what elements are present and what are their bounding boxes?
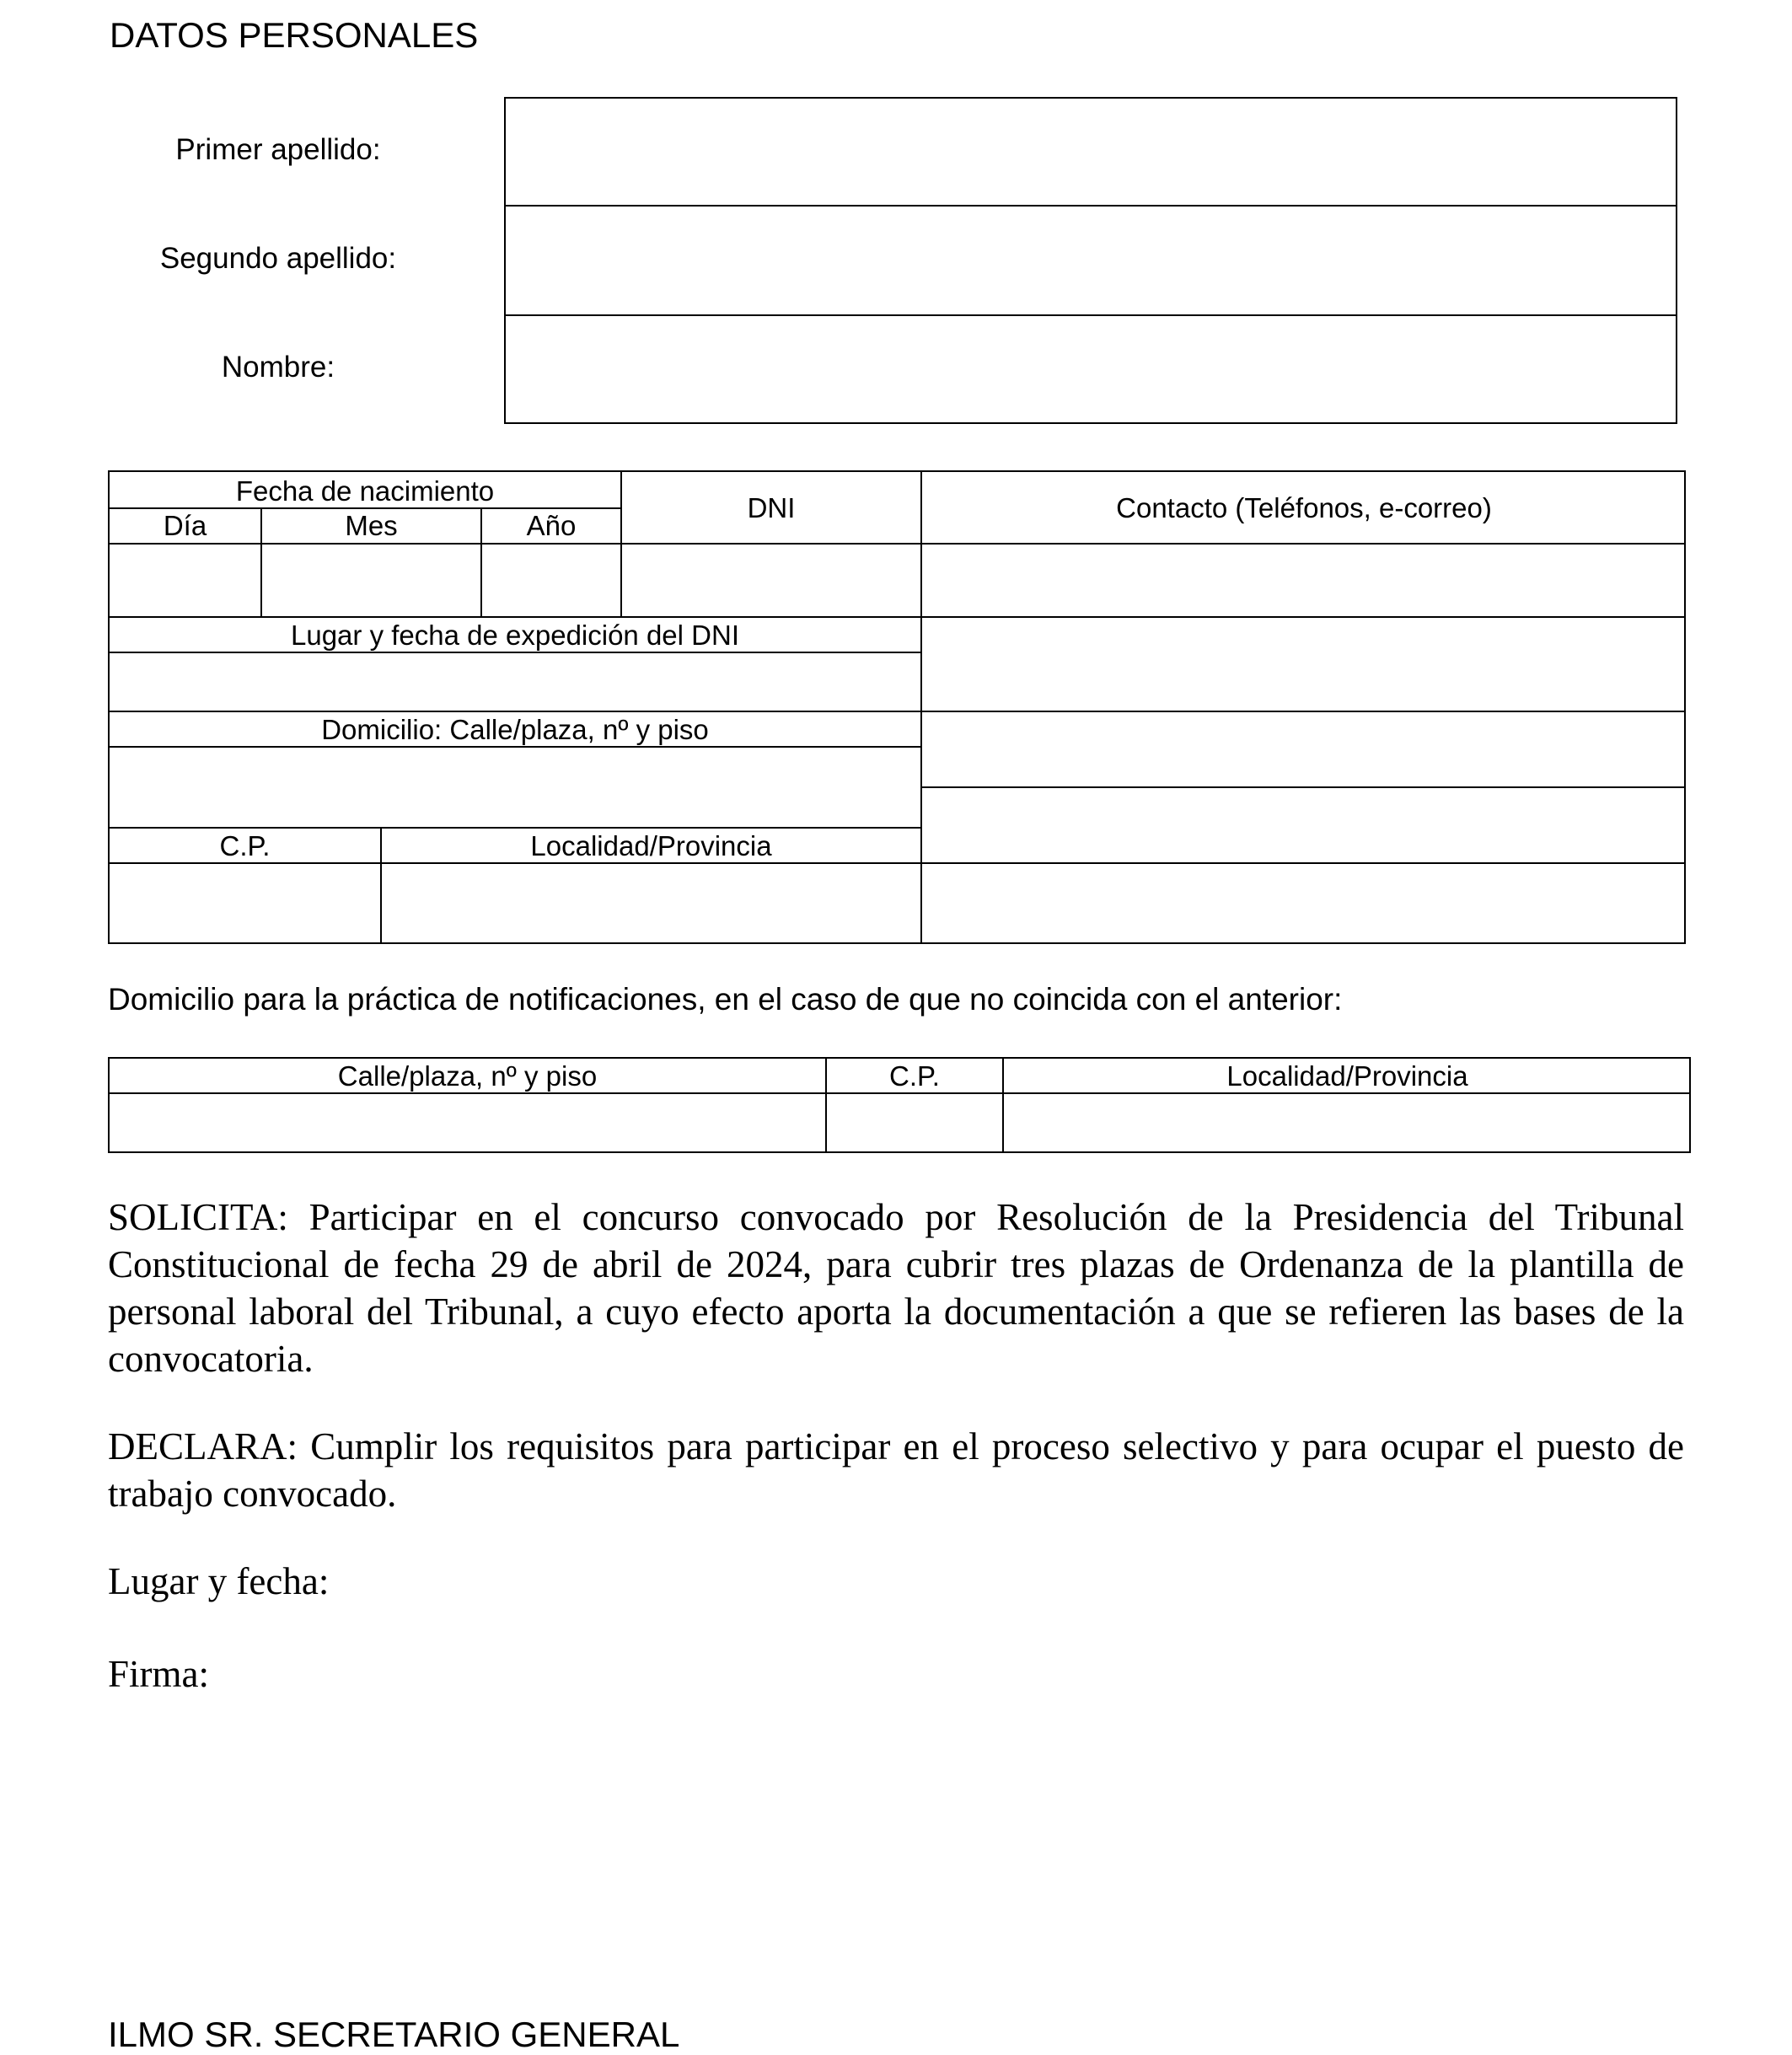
dni-issue-field[interactable] xyxy=(110,653,920,711)
divider xyxy=(108,827,920,829)
birth-day-field[interactable] xyxy=(110,545,260,616)
dni-issue-label: Lugar y fecha de expedición del DNI xyxy=(291,620,739,651)
notification-locality-label: Localidad/Provincia xyxy=(1226,1060,1468,1092)
month-label: Mes xyxy=(345,510,398,541)
locality-field[interactable] xyxy=(382,864,920,944)
birth-date-header: Fecha de nacimiento xyxy=(235,475,495,507)
year-label: Año xyxy=(526,510,577,541)
notification-street-label: Calle/plaza, nº y piso xyxy=(337,1060,598,1092)
second-surname-field[interactable] xyxy=(506,207,1676,314)
section-title: DATOS PERSONALES xyxy=(110,15,479,55)
signature-label: Firma: xyxy=(108,1653,209,1695)
address-label: Domicilio: Calle/plaza, nº y piso xyxy=(321,714,709,745)
contact-field[interactable] xyxy=(922,788,1686,862)
locality-label: Localidad/Provincia xyxy=(530,830,772,861)
notification-street-field[interactable] xyxy=(110,1094,825,1151)
addressee: ILMO SR. SECRETARIO GENERAL xyxy=(108,2015,680,2054)
address-field[interactable] xyxy=(110,748,920,827)
dni-label: DNI xyxy=(747,492,796,523)
contact-field[interactable] xyxy=(922,618,1686,711)
name-label: Nombre: xyxy=(221,351,335,384)
second-surname-label: Segundo apellido: xyxy=(159,242,397,275)
solicita-paragraph: SOLICITA: Participar en el concurso convocado por Resolución de la Presidencia del Tribunal Constitucional de fecha 29 de abril de 2024, para cubrir tres plazas de Ordenanza de la plantilla de personal laboral del Tribunal, a cuyo efecto aporta la documentación a que se refieren las bases de la convocatoria. xyxy=(108,1196,1684,1380)
place-date-label: Lugar y fecha: xyxy=(108,1560,330,1602)
contact-field[interactable] xyxy=(922,864,1686,944)
birth-year-field[interactable] xyxy=(482,545,620,616)
notification-locality-field[interactable] xyxy=(1004,1094,1691,1151)
dni-field[interactable] xyxy=(622,545,920,616)
notification-intro: Domicilio para la práctica de notificaciones, en el caso de que no coincida con el anterior: xyxy=(108,982,1343,1017)
declara-paragraph: DECLARA: Cumplir los requisitos para participar en el proceso selectivo y para ocupar el puesto de trabajo convocado. xyxy=(108,1425,1684,1515)
birth-month-field[interactable] xyxy=(262,545,480,616)
first-surname-field[interactable] xyxy=(506,99,1676,205)
cp-field[interactable] xyxy=(110,864,380,944)
cp-label: C.P. xyxy=(219,830,271,861)
name-field[interactable] xyxy=(506,316,1676,422)
divider xyxy=(108,507,620,509)
day-label: Día xyxy=(163,510,207,541)
notification-cp-label: C.P. xyxy=(889,1060,940,1092)
contact-label: Contacto (Teléfonos, e-correo) xyxy=(1116,492,1492,523)
first-surname-label: Primer apellido: xyxy=(175,133,381,166)
notification-cp-field[interactable] xyxy=(827,1094,1002,1151)
contact-field[interactable] xyxy=(922,712,1686,786)
contact-field[interactable] xyxy=(922,545,1686,616)
